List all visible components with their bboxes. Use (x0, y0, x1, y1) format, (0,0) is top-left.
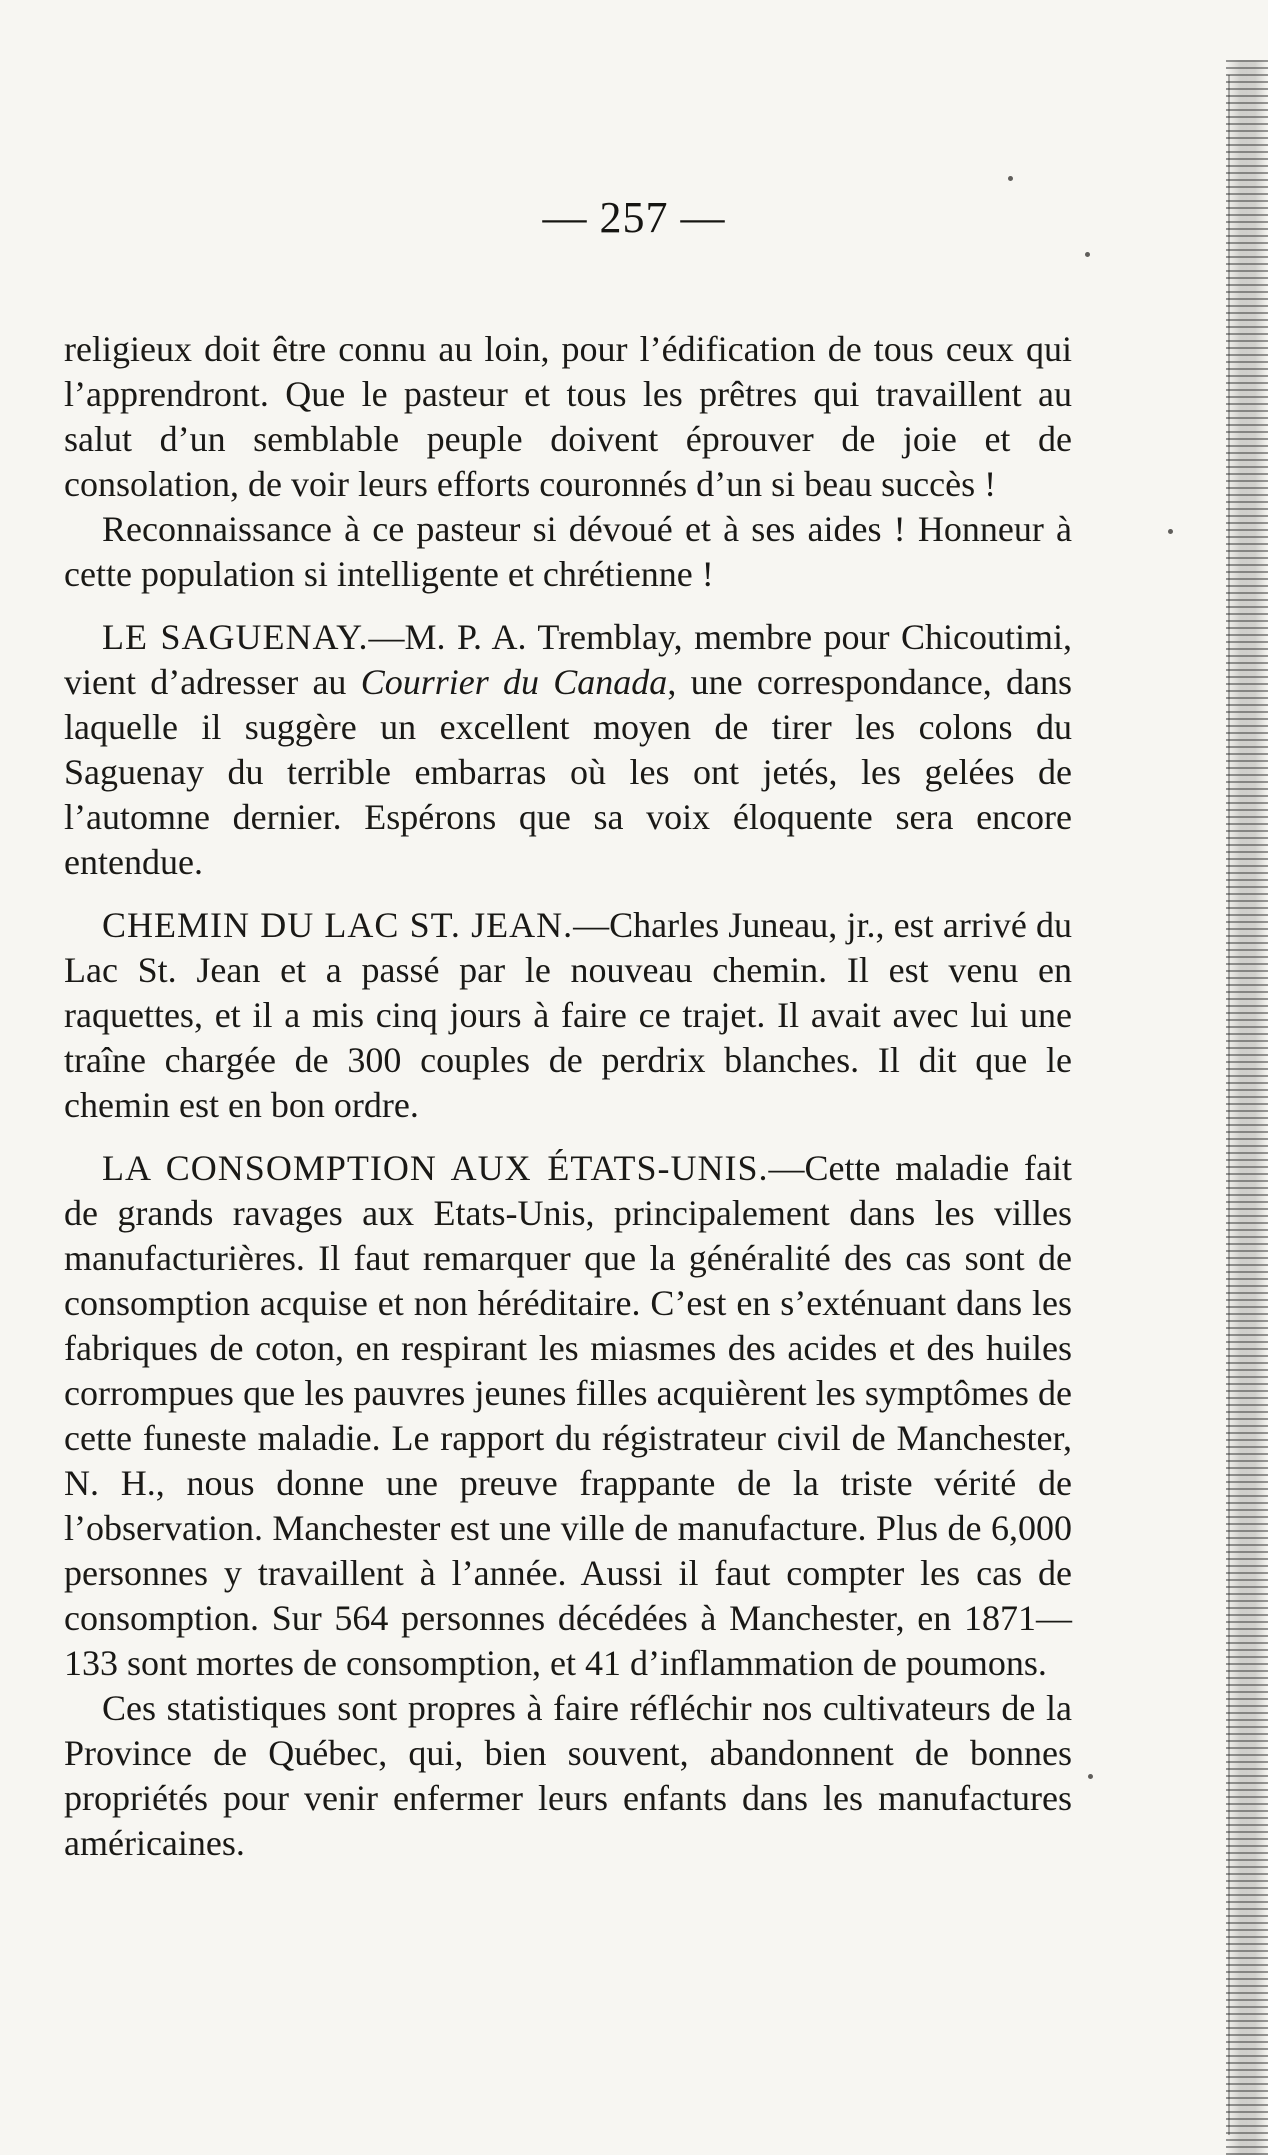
scanned-page-edge (1226, 60, 1268, 2155)
section-heading-consomption: LA CONSOMPTION AUX ÉTATS-UNIS. (102, 1148, 769, 1188)
paragraph-religieux: religieux doit être connu au loin, pour l’édification de tous ceux qui l’apprendront. Que le pasteur et tous les prêtres qui travaillent au salut d’un semblable peuple doivent éprouver de joie et de consolation, de voir leurs efforts couronnés d’un si beau succès ! (64, 329, 1072, 504)
page-number: — 257 — (542, 193, 726, 242)
section-saguenay (64, 615, 1072, 885)
print-speck (1085, 252, 1090, 257)
section-text-saguenay-before: —M. P. A. Tremblay, membre pour Chicoutimi, vient d’adresser au (64, 617, 1072, 702)
section-heading-saguenay: LE SAGUENAY. (102, 617, 369, 657)
print-speck (1008, 176, 1013, 181)
section-text-saguenay-after: , une correspondance, dans laquelle il suggère un excellent moyen de tirer les colons du Saguenay du terrible embarras où les ont jetés, les gelées de l’automne dernier. Espérons que sa voix éloquente sera encore entendue. (64, 662, 1072, 882)
paragraph-statistiques: Ces statistiques sont propres à faire réfléchir nos cultivateurs de la Province de Québec, qui, bien souvent, abandonnent de bonnes propriétés pour venir enfermer leurs enfants dans les manufactures américaines. (64, 1688, 1072, 1863)
section-text-consomption: —Cette maladie fait de grands ravages aux Etats-Unis, principalement dans les villes manufacturières. Il faut remarquer que la généralité des cas sont de consomption acquise et non héréditaire. C’est en s’exténuant dans les fabriques de coton, en respirant les miasmes des acides et des huiles corrompues que les pauvres jeunes filles acquièrent les symptômes de cette funeste maladie. Le rapport du régistrateur civil de Manchester, N. H., nous donne une preuve frappante de la triste vérité de l’observation. Manchester est une ville de manufacture. Plus de 6,000 personnes y travaillent à l’année. Aussi il faut compter les cas de consomption. Sur 564 personnes décédées à Manchester, en 1871—133 sont mortes de consomption, et 41 d’inflammation de poumons. (64, 1148, 1072, 1683)
print-speck (1088, 1774, 1093, 1779)
paragraph-reconnaissance: Reconnaissance à ce pasteur si dévoué et à ses aides ! Honneur à cette population si intelligente et chrétienne ! (64, 509, 1072, 594)
section-chemin (64, 903, 1072, 1128)
section-heading-chemin: CHEMIN DU LAC ST. JEAN. (102, 905, 574, 945)
section-consomption (64, 1146, 1072, 1686)
section-text-chemin: —Charles Juneau, jr., est arrivé du Lac St. Jean et a passé par le nouveau chemin. Il est venu en raquettes, et il a mis cinq jours à faire ce trajet. Il avait avec lui une traîne chargée de 300 couples de perdrix blanches. Il dit que le chemin est en bon ordre. (64, 905, 1073, 1125)
page-text-body (64, 327, 1072, 1866)
newspaper-title: Courrier du Canada (360, 662, 668, 702)
page-fold-line (1228, 75, 1230, 2135)
print-speck (1168, 529, 1173, 534)
